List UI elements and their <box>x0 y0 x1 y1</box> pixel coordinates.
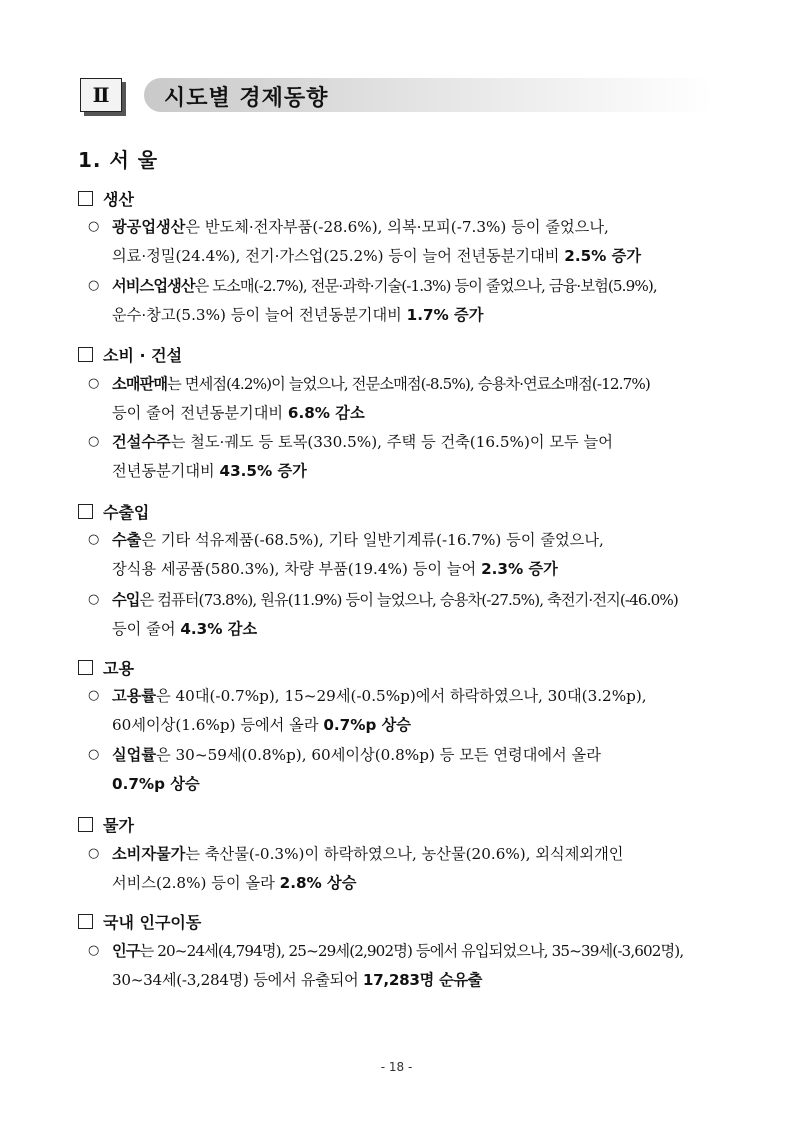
item-subject: 소매판매 <box>112 375 168 393</box>
item-text: 은 컴퓨터(73.8%), 원유(11.9%) 등이 늘었으나, 승용차(-27.5%), 축전기·전지(-46.0%) <box>139 591 678 609</box>
circle-bullet-icon: ○ <box>88 532 100 547</box>
item-text: 는 20~24세(4,794명), 25~29세(2,902명) 등에서 유입되었으나, 35~39세(-3,602명), <box>139 942 684 960</box>
item-unemployment-rate <box>88 741 720 798</box>
page-number: - 18 - <box>380 1060 413 1074</box>
square-bullet-icon <box>78 191 93 206</box>
item-text: 전년동분기대비 <box>112 461 220 480</box>
item-subject: 소비자물가 <box>112 845 186 863</box>
circle-bullet-icon: ○ <box>88 943 99 958</box>
item-result: 1.7% 증가 <box>406 305 484 324</box>
item-subject: 서비스업생산 <box>112 277 195 295</box>
item-text: 운수·창고(5.3%) 등이 늘어 전년동분기대비 <box>112 305 407 324</box>
item-export <box>88 526 720 583</box>
item-mining <box>88 213 720 270</box>
chapter-header <box>80 76 714 114</box>
item-text: 는 축산물(-0.3%)이 하락하였으나, 농산물(20.6%), 외식제외개인 <box>185 845 624 863</box>
circle-bullet-icon: ○ <box>88 278 99 293</box>
square-bullet-icon <box>78 817 93 832</box>
section-title: 국내 인구이동 <box>103 913 202 932</box>
item-subject: 건설수주 <box>112 433 171 451</box>
item-result: 2.8% 상승 <box>279 873 357 892</box>
section-employment <box>78 656 134 679</box>
section-consumption-construction <box>78 343 182 366</box>
circle-bullet-icon: ○ <box>88 846 100 861</box>
item-result: 2.3% 증가 <box>481 559 558 578</box>
section-production <box>78 187 134 210</box>
item-cpi <box>88 840 720 897</box>
chapter-number: Ⅱ <box>80 78 122 112</box>
section-title: 생산 <box>103 190 134 209</box>
item-result: 0.7%p 상승 <box>323 715 411 734</box>
section-prices <box>78 813 134 836</box>
item-result: 43.5% 증가 <box>219 461 307 480</box>
square-bullet-icon <box>78 660 93 675</box>
circle-bullet-icon: ○ <box>88 219 100 234</box>
item-subject: 고용률 <box>112 687 157 705</box>
item-subject: 수입 <box>112 591 140 609</box>
item-text: 등이 줄어 <box>112 619 181 638</box>
circle-bullet-icon: ○ <box>88 747 100 762</box>
section-title: 고용 <box>103 659 134 678</box>
item-employment-rate <box>88 682 720 739</box>
item-population <box>88 937 720 994</box>
section-trade <box>78 500 149 523</box>
circle-bullet-icon: ○ <box>88 434 100 449</box>
item-text: 는 면세점(4.2%)이 늘었으나, 전문소매점(-8.5%), 승용차·연료소매점(-12.7%) <box>167 375 650 393</box>
region-title: 1. 서 울 <box>78 148 159 172</box>
item-text: 은 기타 석유제품(-68.5%), 기타 일반기계류(-16.7%) 등이 줄었으나, <box>141 531 604 549</box>
chapter-title: 시도별 경제동향 <box>164 86 329 111</box>
section-title: 소비 · 건설 <box>103 346 183 365</box>
circle-bullet-icon: ○ <box>88 376 99 391</box>
item-text: 서비스(2.8%) 등이 올라 <box>112 873 280 892</box>
item-result: 6.8% 감소 <box>287 403 365 422</box>
item-subject: 광공업생산 <box>112 218 186 236</box>
item-retail <box>88 370 720 427</box>
item-subject: 수출 <box>112 531 142 549</box>
item-text: 은 40대(-0.7%p), 15~29세(-0.5%p)에서 하락하였으나, 30대(3.2%p), <box>156 687 647 705</box>
item-result: 2.5% 증가 <box>564 246 642 265</box>
section-population-migration <box>78 910 201 933</box>
item-text: 60세이상(1.6%p) 등에서 올라 <box>112 715 324 734</box>
item-subject: 실업률 <box>112 746 157 764</box>
item-result: 17,283명 순유출 <box>362 970 483 989</box>
square-bullet-icon <box>78 914 93 929</box>
item-text: 은 도소매(-2.7%), 전문·과학·기술(-1.3%) 등이 줄었으나, 금융·보험(5.9%), <box>194 277 657 295</box>
item-subject: 인구 <box>112 942 140 960</box>
item-text: 은 30~59세(0.8%p), 60세이상(0.8%p) 등 모든 연령대에서 올라 <box>156 746 601 764</box>
item-text: 는 철도·궤도 등 토목(330.5%), 주택 등 건축(16.5%)이 모두 늘어 <box>170 433 613 451</box>
square-bullet-icon <box>78 347 93 362</box>
item-result: 4.3% 감소 <box>180 619 258 638</box>
item-service <box>88 272 720 329</box>
item-text: 은 반도체·전자부품(-28.6%), 의복·모피(-7.3%) 등이 줄었으나, <box>185 218 609 236</box>
item-text: 장식용 세공품(580.3%), 차량 부품(19.4%) 등이 늘어 <box>112 559 482 578</box>
section-title: 물가 <box>103 816 134 835</box>
section-title: 수출입 <box>103 503 150 522</box>
item-text: 30~34세(-3,284명) 등에서 유출되어 <box>112 970 363 989</box>
item-result: 0.7%p 상승 <box>112 774 200 793</box>
item-text: 의료·정밀(24.4%), 전기·가스업(25.2%) 등이 늘어 전년동분기대비 <box>112 246 565 265</box>
circle-bullet-icon: ○ <box>88 592 99 607</box>
circle-bullet-icon: ○ <box>88 688 100 703</box>
item-text: 등이 줄어 전년동분기대비 <box>112 403 288 422</box>
item-import <box>88 586 720 643</box>
item-construction <box>88 428 720 485</box>
square-bullet-icon <box>78 504 93 519</box>
